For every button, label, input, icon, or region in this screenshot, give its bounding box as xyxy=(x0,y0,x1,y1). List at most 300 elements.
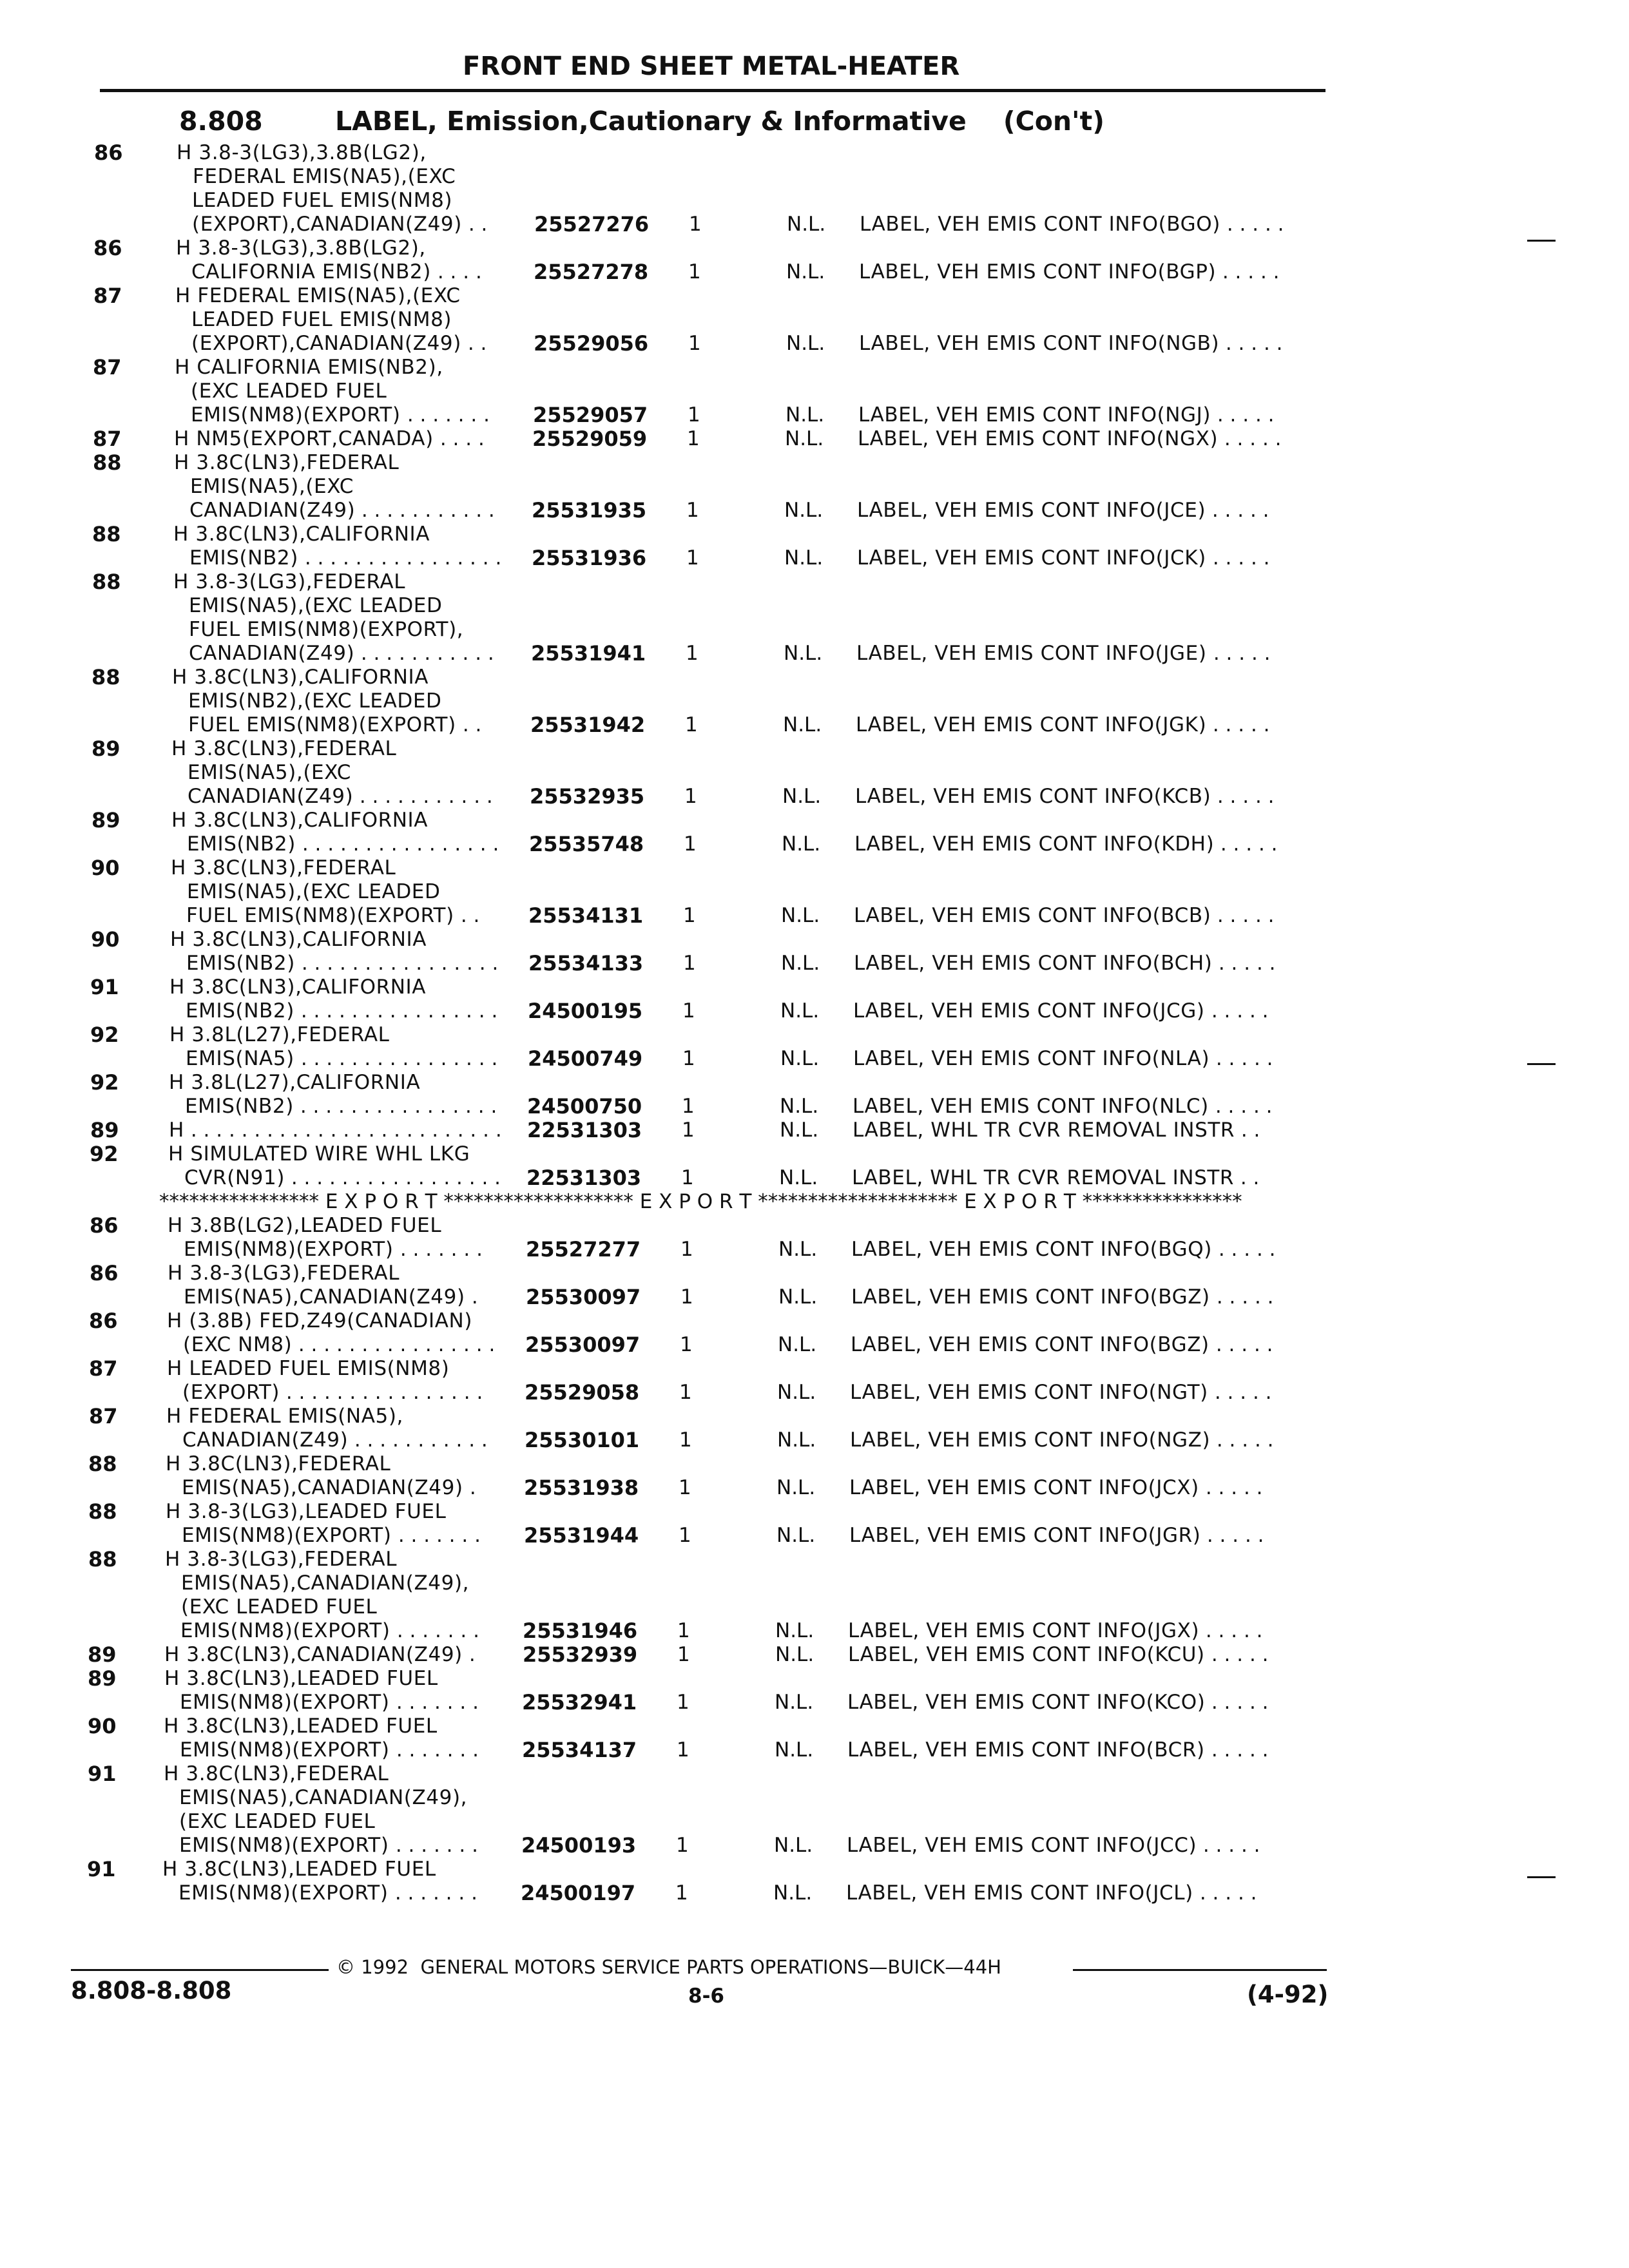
section-title: LABEL, Emission,Cautionary & Informative (Con't) xyxy=(335,106,1104,137)
table-row xyxy=(0,260,1629,284)
trailing-dots: . . . . . xyxy=(1207,642,1271,665)
item-description: H 3.8-3(LG3),FEDERAL xyxy=(168,1262,400,1285)
item-description: CANADIAN(Z49) xyxy=(188,785,354,808)
illustration-number: 86 xyxy=(93,236,122,260)
part-name: LABEL, VEH EMIS CONT INFO(NGT) xyxy=(850,1381,1208,1404)
table-row xyxy=(0,331,1629,356)
part-number: 22531303 xyxy=(527,1118,642,1142)
illustration-number: 87 xyxy=(93,427,122,451)
leader-dots: . . . . . . . . . . . . . . . . xyxy=(294,1095,497,1118)
table-row xyxy=(0,522,1629,546)
leader-dots: . . . . . . . xyxy=(390,1691,479,1714)
item-description: CANADIAN(Z49) xyxy=(182,1428,349,1452)
not-listed-code: N.L. xyxy=(775,1691,814,1714)
illustration-number: 92 xyxy=(90,1142,119,1166)
table-row xyxy=(0,760,1629,785)
trailing-dots: . . . . . xyxy=(1216,260,1280,284)
trailing-dots: . . . . . xyxy=(1218,427,1282,450)
part-number: 25531941 xyxy=(531,641,646,666)
not-listed-code: N.L. xyxy=(777,1428,816,1452)
item-description: H SIMULATED WIRE WHL LKG xyxy=(168,1142,470,1166)
illustration-number: 88 xyxy=(88,1499,117,1524)
illustration-number: 91 xyxy=(90,975,119,999)
quantity: 1 xyxy=(679,1381,692,1404)
item-description: H 3.8C(LN3),CALIFORNIA xyxy=(169,975,427,999)
illustration-number: 89 xyxy=(92,736,120,761)
table-row xyxy=(0,1332,1629,1357)
trailing-dots: . . xyxy=(1235,1119,1260,1142)
quantity: 1 xyxy=(686,499,699,522)
table-row xyxy=(0,1428,1629,1452)
part-number: 25531942 xyxy=(530,713,646,737)
part-name: LABEL, VEH EMIS CONT INFO(JCL) xyxy=(846,1881,1193,1905)
not-listed-code: N.L. xyxy=(780,1095,819,1118)
trailing-dots: . . . . . xyxy=(1197,1834,1260,1857)
trailing-dots: . . . . . xyxy=(1193,1881,1257,1905)
part-number: 25527278 xyxy=(534,260,649,284)
item-description: H 3.8C(LN3),CALIFORNIA xyxy=(172,666,429,689)
part-name: LABEL, VEH EMIS CONT INFO(JGE) xyxy=(856,642,1207,665)
item-description: H 3.8-3(LG3),FEDERAL xyxy=(165,1548,398,1571)
not-listed-code: N.L. xyxy=(785,427,824,450)
not-listed-code: N.L. xyxy=(786,260,825,284)
table-row xyxy=(0,1833,1629,1858)
table-row xyxy=(0,1690,1629,1715)
part-number: 25531935 xyxy=(532,498,647,523)
item-description: H (3.8B) FED,Z49(CANADIAN) xyxy=(167,1309,473,1332)
part-name: LABEL, VEH EMIS CONT INFO(KDH) xyxy=(854,832,1215,856)
trailing-dots: . . . . . xyxy=(1212,952,1276,975)
part-number: 24500750 xyxy=(527,1094,642,1119)
part-number: 25530101 xyxy=(525,1428,640,1452)
trailing-dots: . . . . . xyxy=(1199,1619,1263,1642)
table-row xyxy=(0,1046,1629,1071)
table-row xyxy=(0,1571,1629,1595)
table-row xyxy=(0,903,1629,928)
illustration-number: 89 xyxy=(90,1118,119,1142)
trailing-dots: . . . . . xyxy=(1206,713,1270,736)
table-row xyxy=(0,236,1629,260)
item-description: EMIS(NA5),(EXC LEADED xyxy=(187,880,441,903)
part-number: 25527277 xyxy=(526,1237,641,1262)
part-number: 25529056 xyxy=(534,331,649,356)
illustration-number: 92 xyxy=(90,1070,119,1095)
not-listed-code: N.L. xyxy=(776,1524,816,1547)
part-number: 25531936 xyxy=(532,546,647,570)
item-description: (EXPORT),CANADIAN(Z49) xyxy=(192,213,462,236)
item-description: H 3.8L(L27),FEDERAL xyxy=(169,1023,390,1046)
table-row xyxy=(0,927,1629,952)
part-name: LABEL, VEH EMIS CONT INFO(KCB) xyxy=(855,785,1211,808)
item-description: EMIS(NM8)(EXPORT) xyxy=(178,1881,389,1905)
item-description: H LEADED FUEL EMIS(NM8) xyxy=(167,1357,450,1380)
part-number: 25534131 xyxy=(528,903,644,928)
part-number: 24500193 xyxy=(521,1833,637,1858)
trailing-dots: . . . . . xyxy=(1210,1047,1273,1070)
footer-date: (4-92) xyxy=(1247,1981,1329,2008)
footer-rule-left xyxy=(71,1969,329,1971)
illustration-number: 86 xyxy=(94,140,123,165)
table-row xyxy=(0,641,1629,666)
trailing-dots: . . . . . xyxy=(1199,1476,1263,1499)
table-row xyxy=(0,1285,1629,1309)
leader-dots: . . . . . . . xyxy=(389,1834,478,1857)
quantity: 1 xyxy=(680,1333,693,1356)
item-description: EMIS(NB2) xyxy=(187,832,296,856)
table-row xyxy=(0,1213,1629,1238)
part-name: LABEL, VEH EMIS CONT INFO(NGZ) xyxy=(850,1428,1211,1452)
margin-mark xyxy=(1527,1063,1556,1065)
trailing-dots: . . . . . xyxy=(1211,403,1275,427)
table-row xyxy=(0,1404,1629,1428)
table-row xyxy=(0,1881,1629,1905)
illustration-number: 92 xyxy=(90,1023,119,1047)
table-row xyxy=(0,1547,1629,1571)
table-row xyxy=(0,498,1629,523)
quantity: 1 xyxy=(687,427,700,450)
leader-dots: . . . . . . . . . . . . . . . . xyxy=(294,999,498,1023)
leader-dots: . . . . . . . xyxy=(392,1524,481,1547)
not-listed-code: N.L. xyxy=(775,1619,815,1642)
table-row xyxy=(0,1785,1629,1810)
table-row xyxy=(0,570,1629,594)
section-number: 8.808 xyxy=(179,106,263,137)
trailing-dots: . . . . . xyxy=(1205,1691,1269,1714)
part-name: LABEL, VEH EMIS CONT INFO(KCU) xyxy=(848,1643,1205,1666)
part-name: LABEL, VEH EMIS CONT INFO(JCX) xyxy=(849,1476,1199,1499)
table-row xyxy=(0,450,1629,475)
quantity: 1 xyxy=(685,713,698,736)
trailing-dots: . . . . . xyxy=(1214,832,1278,856)
table-row xyxy=(0,665,1629,689)
table-row xyxy=(0,1762,1629,1786)
leader-dots: . . xyxy=(461,332,487,355)
part-number: 24500195 xyxy=(528,999,643,1023)
item-description: H 3.8C(LN3),FEDERAL xyxy=(166,1452,391,1475)
table-row xyxy=(0,593,1629,618)
not-listed-code: N.L. xyxy=(783,713,822,736)
item-description: EMIS(NB2) xyxy=(186,952,295,975)
item-description: H 3.8C(LN3),CALIFORNIA xyxy=(173,523,430,546)
item-description: EMIS(NA5),CANADIAN(Z49) xyxy=(182,1476,463,1499)
illustration-number: 90 xyxy=(91,927,120,952)
table-row xyxy=(0,1070,1629,1095)
part-name: LABEL, VEH EMIS CONT INFO(JCK) xyxy=(857,546,1206,570)
part-number: 25532939 xyxy=(523,1642,638,1667)
not-listed-code: N.L. xyxy=(776,1476,816,1499)
table-row xyxy=(0,1619,1629,1643)
item-description: H xyxy=(169,1119,184,1142)
table-row xyxy=(0,284,1629,308)
quantity: 1 xyxy=(682,1119,695,1142)
item-description: H 3.8-3(LG3),LEADED FUEL xyxy=(166,1500,447,1523)
part-name: LABEL, VEH EMIS CONT INFO(NGB) xyxy=(859,332,1220,355)
part-name: LABEL, VEH EMIS CONT INFO(NLA) xyxy=(853,1047,1210,1070)
not-listed-code: N.L. xyxy=(784,499,824,522)
leader-dots: . . . . . . . . . . . . . . . . . . . . . . . . . xyxy=(184,1119,502,1142)
leader-dots: . . . . . . . xyxy=(394,1238,483,1261)
leader-dots: . . xyxy=(454,904,480,927)
leader-dots: . . . . xyxy=(434,427,485,450)
illustration-number: 87 xyxy=(89,1356,118,1381)
table-row xyxy=(0,1452,1629,1476)
table-row xyxy=(0,1523,1629,1548)
not-listed-code: N.L. xyxy=(775,1643,815,1666)
table-row xyxy=(0,1809,1629,1834)
item-description: (EXC LEADED FUEL xyxy=(191,380,387,403)
quantity: 1 xyxy=(675,1881,688,1905)
not-listed-code: N.L. xyxy=(775,1738,814,1762)
part-number: 22531303 xyxy=(526,1166,642,1190)
item-description: FEDERAL EMIS(NA5),(EXC xyxy=(193,165,456,188)
footer-rule-right xyxy=(1073,1969,1327,1971)
trailing-dots: . . . . . xyxy=(1211,904,1275,927)
item-description: EMIS(NM8)(EXPORT) xyxy=(182,1524,392,1547)
item-description: EMIS(NA5),(EXC xyxy=(190,475,354,498)
table-row xyxy=(0,1118,1629,1142)
quantity: 1 xyxy=(680,1285,693,1309)
leader-dots: . . . . . . . . . . . xyxy=(353,785,493,808)
illustration-number: 89 xyxy=(92,808,120,832)
part-name: LABEL, VEH EMIS CONT INFO(KCO) xyxy=(847,1691,1206,1714)
item-description: LEADED FUEL EMIS(NM8) xyxy=(192,189,453,212)
trailing-dots: . . . . . xyxy=(1206,546,1270,570)
item-description: H CALIFORNIA EMIS(NB2), xyxy=(175,356,443,379)
table-row xyxy=(0,188,1629,213)
table-row xyxy=(0,546,1629,570)
part-number: 25527276 xyxy=(534,212,650,236)
illustration-number: 88 xyxy=(92,665,120,689)
leader-dots: . xyxy=(465,1285,478,1309)
trailing-dots: . . . . . xyxy=(1212,1238,1276,1261)
part-name: LABEL, VEH EMIS CONT INFO(BGP) xyxy=(859,260,1217,284)
trailing-dots: . . . . . xyxy=(1209,1095,1273,1118)
item-description: FUEL EMIS(NM8)(EXPORT), xyxy=(189,618,464,641)
item-description: H 3.8C(LN3),FEDERAL xyxy=(171,737,397,760)
table-row xyxy=(0,1261,1629,1285)
export-divider xyxy=(0,1189,1629,1214)
footer-section-range: 8.808-8.808 xyxy=(71,1977,232,2004)
item-description: H 3.8C(LN3),LEADED FUEL xyxy=(162,1858,436,1881)
leader-dots: . . . . . . . xyxy=(389,1881,477,1905)
quantity: 1 xyxy=(677,1643,690,1666)
item-description: EMIS(NM8)(EXPORT) xyxy=(179,1834,389,1857)
illustration-number: 88 xyxy=(92,570,121,594)
item-description: EMIS(NB2) xyxy=(185,1095,294,1118)
leader-dots: . . . . . . . . . . . . . . . . xyxy=(292,1333,496,1356)
part-number: 25530097 xyxy=(526,1285,641,1309)
item-description: CANADIAN(Z49) xyxy=(189,499,356,522)
leader-dots: . . . . . . . xyxy=(390,1619,479,1642)
quantity: 1 xyxy=(686,546,699,570)
table-row xyxy=(0,808,1629,832)
illustration-number: 90 xyxy=(91,856,120,880)
item-description: H 3.8L(L27),CALIFORNIA xyxy=(169,1071,421,1094)
not-listed-code: N.L. xyxy=(774,1834,813,1857)
table-row xyxy=(0,1309,1629,1333)
part-number: 25534133 xyxy=(528,951,644,975)
part-number: 24500197 xyxy=(521,1881,636,1905)
not-listed-code: N.L. xyxy=(777,1381,816,1404)
table-row xyxy=(0,713,1629,737)
part-number: 25535748 xyxy=(529,832,644,856)
quantity: 1 xyxy=(688,403,700,427)
trailing-dots: . . . . . xyxy=(1205,1738,1269,1762)
quantity: 1 xyxy=(686,642,699,665)
table-row xyxy=(0,427,1629,451)
part-name: LABEL, VEH EMIS CONT INFO(NGJ) xyxy=(858,403,1211,427)
trailing-dots: . . . . . xyxy=(1210,1333,1273,1356)
illustration-number: 86 xyxy=(89,1309,118,1333)
item-description: EMIS(NM8)(EXPORT) xyxy=(180,1738,390,1762)
table-row xyxy=(0,1237,1629,1262)
item-description: FUEL EMIS(NM8)(EXPORT) xyxy=(188,713,456,736)
table-row xyxy=(0,379,1629,403)
export-divider-text: **************** E X P O R T ******************* E X P O R T ******************** E X P O R T **************** xyxy=(159,1190,1242,1213)
not-listed-code: N.L. xyxy=(786,403,825,427)
illustration-number: 91 xyxy=(87,1857,116,1881)
item-description: FUEL EMIS(NM8)(EXPORT) xyxy=(186,904,454,927)
item-description: H 3.8C(LN3),LEADED FUEL xyxy=(164,1667,438,1690)
item-description: EMIS(NA5),(EXC xyxy=(188,761,352,784)
leader-dots: . . . . xyxy=(431,260,482,284)
not-listed-code: N.L. xyxy=(773,1881,813,1905)
table-row xyxy=(0,1857,1629,1881)
quantity: 1 xyxy=(681,1166,694,1189)
header-rule xyxy=(100,89,1325,92)
item-description: (EXC NM8) xyxy=(183,1333,293,1356)
item-description: (EXC LEADED FUEL xyxy=(181,1595,378,1619)
not-listed-code: N.L. xyxy=(782,832,821,856)
part-number: 25534137 xyxy=(522,1738,637,1762)
illustration-number: 88 xyxy=(93,450,122,475)
illustration-number: 87 xyxy=(93,355,122,380)
part-number: 25532941 xyxy=(522,1690,637,1715)
table-row xyxy=(0,403,1629,427)
leader-dots: . . xyxy=(456,713,482,736)
item-description: EMIS(NB2),(EXC LEADED xyxy=(188,689,442,713)
leader-dots: . . . . . . . . . . . . . . . . . xyxy=(285,1166,501,1189)
table-row xyxy=(0,1475,1629,1500)
part-name: LABEL, VEH EMIS CONT INFO(JGR) xyxy=(849,1524,1201,1547)
not-listed-code: N.L. xyxy=(779,1166,818,1189)
item-description: CALIFORNIA EMIS(NB2) xyxy=(191,260,431,284)
item-description: (EXPORT),CANADIAN(Z49) xyxy=(191,332,461,355)
part-name: LABEL, VEH EMIS CONT INFO(NLC) xyxy=(853,1095,1209,1118)
leader-dots: . . . . . . . . . . . xyxy=(348,1428,488,1452)
table-row xyxy=(0,1714,1629,1738)
table-row xyxy=(0,1142,1629,1166)
table-row xyxy=(0,951,1629,975)
trailing-dots: . . . . . xyxy=(1205,999,1269,1023)
leader-dots: . . . . . . . . . . . xyxy=(355,499,495,522)
not-listed-code: N.L. xyxy=(778,1285,818,1309)
table-row xyxy=(0,1356,1629,1381)
trailing-dots: . . . . . xyxy=(1220,213,1284,236)
part-name: LABEL, VEH EMIS CONT INFO(BGQ) xyxy=(851,1238,1212,1261)
illustration-number: 87 xyxy=(89,1404,118,1428)
part-name: LABEL, VEH EMIS CONT INFO(BCH) xyxy=(854,952,1213,975)
illustration-number: 88 xyxy=(92,522,121,546)
leader-dots: . . . . . . . . . . . . . . . . xyxy=(280,1381,483,1404)
item-description: H FEDERAL EMIS(NA5), xyxy=(166,1405,403,1428)
table-row xyxy=(0,1380,1629,1405)
item-description: H 3.8C(LN3),CALIFORNIA xyxy=(171,809,429,832)
leader-dots: . . . . . . . xyxy=(401,403,490,427)
table-row xyxy=(0,1738,1629,1762)
quantity: 1 xyxy=(677,1738,689,1762)
item-description: H 3.8-3(LG3),3.8B(LG2), xyxy=(177,141,427,164)
item-description: EMIS(NM8)(EXPORT) xyxy=(180,1691,390,1714)
illustration-number: 88 xyxy=(88,1452,117,1476)
table-row xyxy=(0,1499,1629,1524)
quantity: 1 xyxy=(688,260,701,284)
table-row xyxy=(0,355,1629,380)
leader-dots: . . . . . . . . . . . . . . . . xyxy=(298,546,502,570)
trailing-dots: . . . . . xyxy=(1206,499,1269,522)
copyright-notice: © 1992 GENERAL MOTORS SERVICE PARTS OPERATIONS—BUICK—44H xyxy=(336,1956,1001,1978)
illustration-number: 90 xyxy=(88,1714,117,1738)
table-row xyxy=(0,617,1629,642)
item-description: H 3.8C(LN3),FEDERAL xyxy=(171,856,396,879)
item-description: H NM5(EXPORT,CANADA) xyxy=(174,427,434,450)
table-row xyxy=(0,999,1629,1023)
item-description: H FEDERAL EMIS(NA5),(EXC xyxy=(175,284,461,307)
item-description: (EXC LEADED FUEL xyxy=(179,1810,376,1833)
not-listed-code: N.L. xyxy=(781,904,820,927)
quantity: 1 xyxy=(683,904,696,927)
part-number: 25531946 xyxy=(523,1619,638,1643)
item-description: EMIS(NM8)(EXPORT) xyxy=(191,403,401,427)
not-listed-code: N.L. xyxy=(782,785,822,808)
quantity: 1 xyxy=(682,999,695,1023)
table-row xyxy=(0,879,1629,904)
quantity: 1 xyxy=(676,1834,689,1857)
quantity: 1 xyxy=(684,832,697,856)
leader-dots: . . . . . . . . . . . . . . . . xyxy=(295,952,499,975)
part-number: 25529057 xyxy=(533,403,648,427)
table-row xyxy=(0,856,1629,880)
item-description: CVR(N91) xyxy=(184,1166,285,1189)
quantity: 1 xyxy=(684,785,697,808)
trailing-dots: . . . . . xyxy=(1219,332,1283,355)
table-row xyxy=(0,832,1629,856)
trailing-dots: . . . . . xyxy=(1211,785,1275,808)
margin-mark xyxy=(1527,1876,1556,1878)
not-listed-code: N.L. xyxy=(781,952,820,975)
table-row xyxy=(0,784,1629,809)
not-listed-code: N.L. xyxy=(780,999,820,1023)
item-description: EMIS(NB2) xyxy=(189,546,298,570)
footer-page-number: 8-6 xyxy=(688,1984,725,2008)
part-name: LABEL, VEH EMIS CONT INFO(JCE) xyxy=(857,499,1206,522)
leader-dots: . . . . . . . . . . . . . . . . xyxy=(294,1047,498,1070)
page-title: FRONT END SHEET METAL-HEATER xyxy=(463,52,960,81)
part-name: LABEL, VEH EMIS CONT INFO(BGZ) xyxy=(851,1285,1210,1309)
table-row xyxy=(0,474,1629,499)
part-number: 25530097 xyxy=(525,1332,641,1357)
illustration-number: 87 xyxy=(93,284,122,308)
quantity: 1 xyxy=(682,1095,695,1118)
table-row xyxy=(0,164,1629,189)
part-number: 24500749 xyxy=(528,1046,643,1071)
item-description: (EXPORT) xyxy=(182,1381,280,1404)
quantity: 1 xyxy=(682,1047,695,1070)
part-name: LABEL, VEH EMIS CONT INFO(BCR) xyxy=(847,1738,1205,1762)
not-listed-code: N.L. xyxy=(780,1119,819,1142)
item-description: H 3.8-3(LG3),3.8B(LG2), xyxy=(176,236,426,260)
item-description: H 3.8C(LN3),FEDERAL xyxy=(174,451,400,474)
